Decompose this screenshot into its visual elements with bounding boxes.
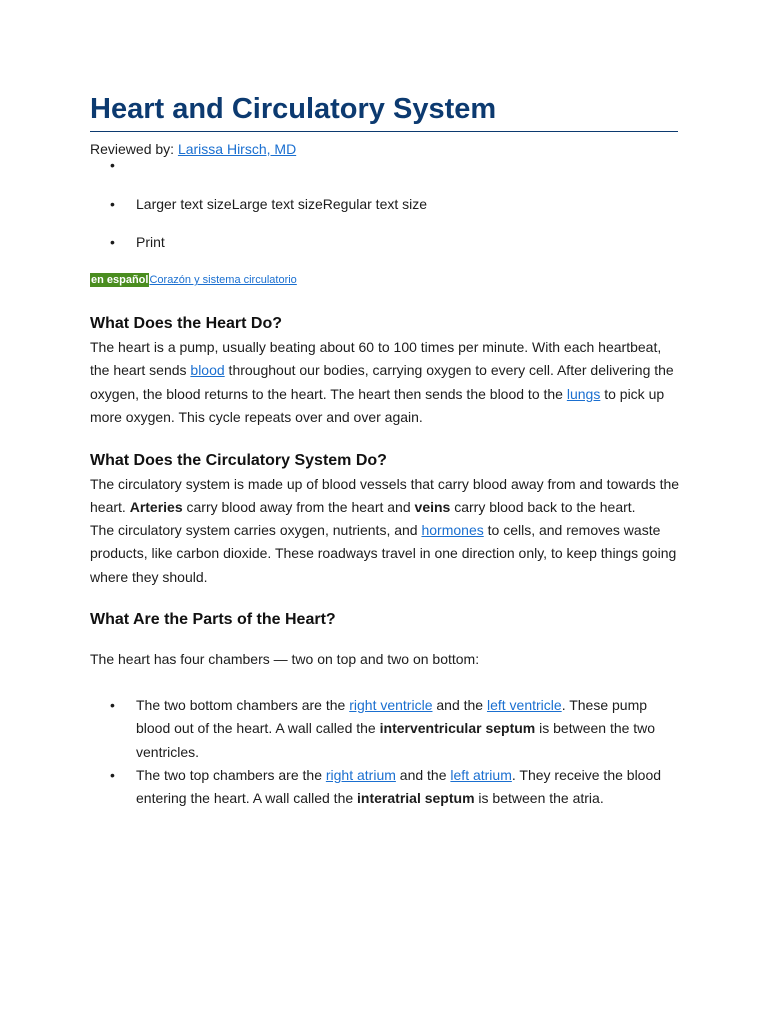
arteries-term: Arteries [129,499,183,516]
left-atrium-link[interactable]: left atrium [450,766,512,783]
bullet-dot: • [110,157,115,173]
hormones-link[interactable]: hormones [421,522,484,538]
spanish-version [90,273,297,288]
section-paragraph-circulatory: The circulatory system is made up of blood vessels that carry blood away from and towards the heart. Arteries carry blood away from the heart and veins carry blood back to the heart. [90,476,680,516]
spanish-article-link[interactable]: Corazón y sistema circulatorio [149,274,297,286]
section-paragraph-circulatory-2: The circulatory system carries oxygen, nutrients, and hormones to cells, and removes waste products, like carbon dioxide. These roadways travel in one direction only, to keep things going where they should. [90,522,677,585]
reviewed-by [90,140,296,158]
heart-chambers-list [110,694,680,810]
page-title: Heart and Circulatory System [90,90,678,132]
reviewer-link[interactable]: Larissa Hirsch, MD [177,141,297,157]
list-item: • The two top chambers are the right atrium and the left atrium. They receive the blood entering the heart. A wall called the interatrial septum is between the atria. [110,764,680,811]
section-paragraph-heart: The heart is a pump, usually beating about 60 to 100 times per minute. With each heartbeat, the heart sends blood throughout our bodies, carrying oxygen to every cell. After delivering the oxygen, the blood returns to the heart. The heart then sends the blood to the lungs to pick up more oxygen. This cycle repeats over and over again. [90,339,674,425]
lungs-link[interactable]: lungs [566,385,601,402]
left-ventricle-link[interactable]: left ventricle [486,697,562,713]
section-heading-parts: What Are the Parts of the Heart? [90,611,336,628]
bullet-dot: • [110,766,115,783]
en-espanol-badge: en español [91,274,149,286]
print-label[interactable]: Print [136,234,165,250]
bullet-dot: • [110,234,115,250]
blood-link[interactable]: blood [190,362,225,379]
interatrial-septum-term: interatrial septum [357,790,475,807]
text-size-label[interactable]: Larger text sizeLarge text sizeRegular text size [136,196,428,212]
list-item: • The two bottom chambers are the right ventricle and the left ventricle. These pump blood out of the heart. A wall called the interventricular septum is between the two ventricles. [110,694,680,764]
bullet-dot: • [110,196,115,212]
reviewed-label: Reviewed by: [90,141,178,157]
section-heading-circulatory: What Does the Circulatory System Do? [90,452,387,469]
right-ventricle-link[interactable]: right ventricle [349,697,433,713]
interventricular-septum-term: interventricular septum [379,720,536,737]
veins-term: veins [414,499,451,516]
section-intro-parts: The heart has four chambers — two on top and two on bottom: [90,651,480,667]
bullet-dot: • [110,697,115,713]
section-heading-heart: What Does the Heart Do? [90,315,283,332]
right-atrium-link[interactable]: right atrium [325,766,396,783]
